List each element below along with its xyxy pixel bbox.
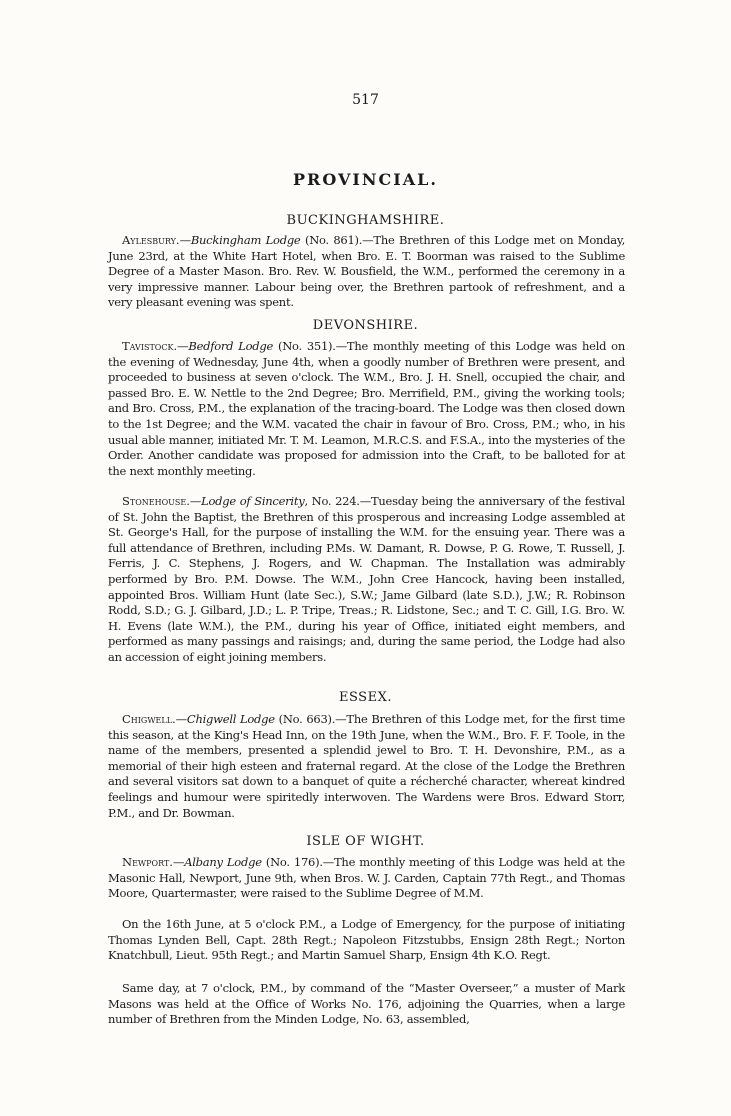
report-text: (No. 351).—The monthly meeting of this Lodge was held on the evening of Wednesday, June 4th, when a goodly number of Brethren were present, and proceeded to business at seven o'clock. The W.M., Bro. J. H. Snell, occupied the chair, and passed Bro. E. W. Nettle to the 2nd Degree; Bro. Merrifield, P.M., giving the working tools; and Bro. Cross, P.M., the explanation of the tracing-board. The Lodge was then closed down to the 1st Degree; and the W.M. vacated the chair in favour of Bro. Cross, P.M.; who, in his usual able manner, initiated Mr. T. M. Leamon, M.R.C.S. and F.S.A., into the mysteries of the Order. Another candidate was proposed for admission into the Craft, to be balloted for at the next monthly meeting. bbox=[108, 339, 625, 478]
lodge-name: Lodge of Sincerity bbox=[201, 494, 305, 508]
report-text: (No. 176).—The monthly meeting of this Lodge was held at the Masonic Hall, Newport, June 9th, when Bros. W. J. Carden, Captain 77th Regt., and Thomas Moore, Quartermaster, were raised to the Sublime Degree of M.M. bbox=[108, 855, 625, 901]
lodge-name: Albany Lodge bbox=[184, 855, 262, 869]
lodge-name: Buckingham Lodge bbox=[190, 233, 301, 247]
county-heading-devonshire: DEVONSHIRE. bbox=[312, 318, 419, 333]
county-heading-isle-of-wight: ISLE OF WIGHT. bbox=[306, 834, 425, 849]
report-stonehouse bbox=[108, 494, 625, 666]
report-text: Same day, at 7 o'clock, P.M., by command of the “Master Overseer,” a muster of Mark Masons was held at the Office of Works No. 176, adjoining the Quarries, when a large number of Brethren from the Minden Lodge, No. 63, assembled, bbox=[108, 981, 625, 1027]
report-chigwell bbox=[108, 712, 625, 821]
dash: — bbox=[179, 233, 191, 247]
place-name: Newport. bbox=[122, 855, 173, 869]
dash: — bbox=[172, 855, 185, 869]
dash: — bbox=[189, 494, 202, 508]
dash: — bbox=[175, 712, 187, 726]
report-text: (No. 861).—The Brethren of this Lodge met on Monday, June 23rd, at the White Hart Hotel, when Bro. E. T. Boorman was raised to the Sublime Degree of a Master Mason. Bro. Rev. W. Bousfield, the W.M., performed the ceremony in a very impressive manner. Labour being over, the Brethren partook of refreshment, and a very pleasant evening was spent. bbox=[108, 233, 626, 310]
section-title: PROVINCIAL. bbox=[293, 170, 438, 189]
report-newport-mark-masons bbox=[108, 981, 625, 1028]
county-heading-buckinghamshire: BUCKINGHAMSHIRE. bbox=[286, 213, 445, 228]
lodge-name: Bedford Lodge bbox=[188, 339, 274, 353]
report-tavistock bbox=[108, 339, 625, 479]
lodge-name: Chigwell Lodge bbox=[186, 712, 275, 726]
report-aylesbury bbox=[108, 233, 625, 311]
report-text: On the 16th June, at 5 o'clock P.M., a Lodge of Emergency, for the purpose of initiating Thomas Lynden Bell, Capt. 28th Regt.; Napoleon Fitzstubbs, Ensign 28th Regt.; Norton Knatchbull, Lieut. 95th Regt.; and Martin Samuel Sharp, Ensign 4th K.O. Regt. bbox=[108, 917, 625, 963]
report-newport-emergency bbox=[108, 917, 625, 964]
dash: — bbox=[177, 339, 189, 353]
place-name: Aylesbury. bbox=[122, 233, 180, 247]
place-name: Tavistock. bbox=[122, 339, 178, 353]
county-heading-essex: ESSEX. bbox=[339, 690, 392, 705]
place-name: Chigwell. bbox=[122, 712, 176, 726]
place-name: Stonehouse. bbox=[122, 494, 190, 508]
report-newport bbox=[108, 855, 625, 902]
report-text: , No. 224.—Tuesday being the anniversary of the festival of St. John the Baptist, the Brethren of this prosperous and increasing Lodge assembled at St. George's Hall, for the purpose of installing the W.M. for the ensuing year. There was a full attendance of Brethren, including P.Ms. W. Damant, R. Dowse, P. G. Rowe, T. Russell, J. Ferris, J. C. Stephens, J. Rogers, and W. Chapman. The Installation was admirably performed by Bro. P.M. Dowse. The W.M., John Cree Hancock, having been installed, appointed Bros. William Hunt (late Sec.), S.W.; Jame Gilbard (late S.D.), J.W.; R. Robinson Rodd, S.D.; G. J. Gilbard, J.D.; L. P. Tripe, Treas.; R. Lidstone, Sec.; and T. C. Gill, I.G. Bro. W. H. Evens (late W.M.), the P.M., during his year of Office, initiated eight members, and performed as many passings and raisings; and, during the same period, the Lodge had also an accession of eight joining members. bbox=[108, 494, 625, 664]
page-number: 517 bbox=[352, 92, 379, 108]
report-text: (No. 663).—The Brethren of this Lodge met, for the first time this season, at the King's Head Inn, on the 19th June, when the W.M., Bro. F. F. Toole, in the name of the members, presented a splendid jewel to Bro. T. H. Devonshire, P.M., as a memorial of their high esteen and fraternal regard. At the close of the Lodge the Brethren and several visitors sat down to a banquet of quite a récherché character, whereat kindred feelings and humour were spiritedly interwoven. The Wardens were Bros. Edward Storr, P.M., and Dr. Bowman. bbox=[108, 712, 625, 820]
